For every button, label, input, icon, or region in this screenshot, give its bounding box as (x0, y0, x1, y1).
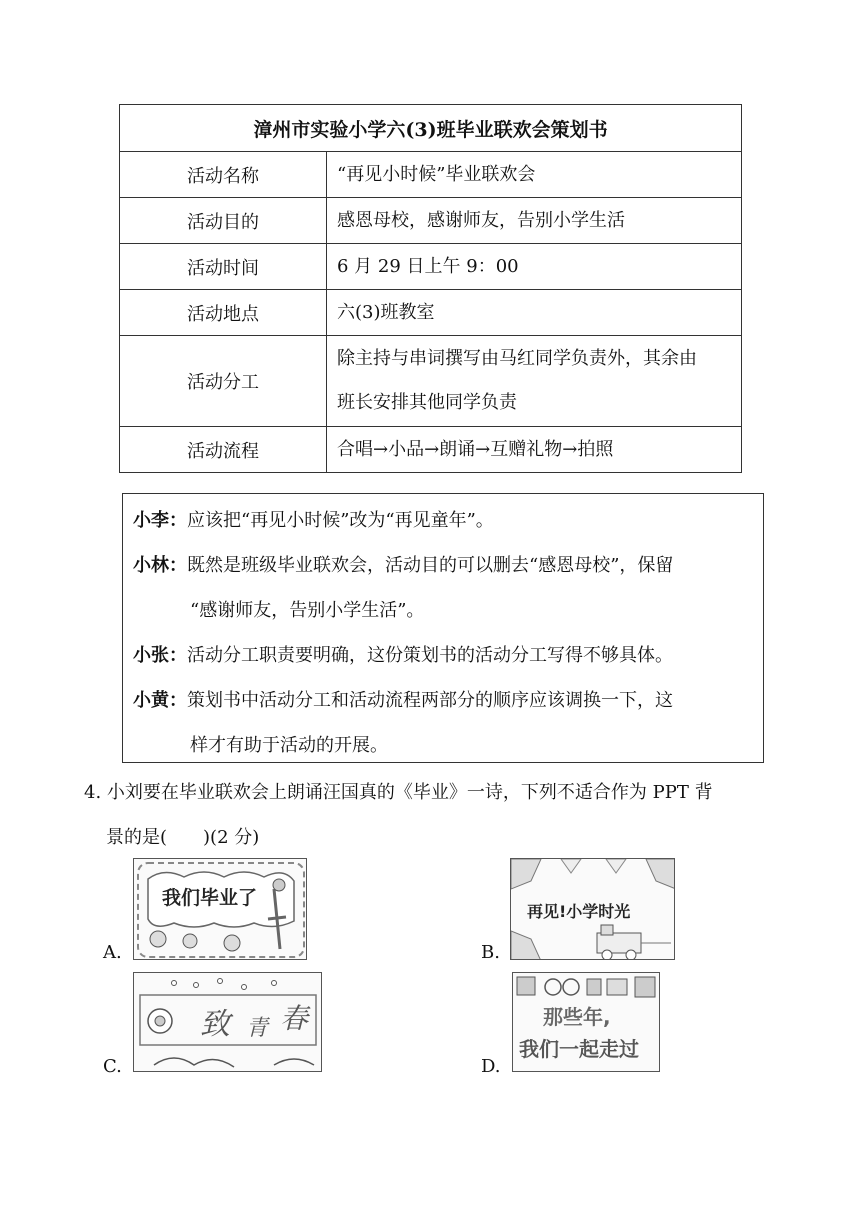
comment-author: 小黄： (133, 690, 187, 711)
row-label: 活动流程 (120, 427, 327, 473)
row-label: 活动地点 (120, 290, 327, 336)
option-b-image[interactable] (510, 858, 675, 960)
row-value: 感恩母校，感谢师友，告别小学生活 (327, 198, 742, 244)
comment (133, 633, 753, 678)
option-d-caption-line1: 那些年, (543, 1005, 611, 1029)
comment-author: 小林： (133, 555, 187, 576)
option-c-image[interactable] (133, 972, 322, 1072)
comment-text: “感谢师友，告别小学生活”。 (190, 600, 425, 621)
question-4 (84, 770, 784, 860)
comment-text: 应该把“再见小时候”改为“再见童年”。 (187, 510, 494, 531)
row-value (327, 336, 742, 427)
row-value: 六(3)班教室 (327, 290, 742, 336)
option-b-caption: 再见!小学时光 (527, 902, 631, 921)
row-label: 活动分工 (120, 336, 327, 427)
option-c-caption-1: 致 (200, 1007, 230, 1042)
comment-author: 小李： (133, 510, 187, 531)
table-row (120, 152, 742, 198)
row-value: “再见小时候”毕业联欢会 (327, 152, 742, 198)
question-text: 4. 小刘要在毕业联欢会上朗诵汪国真的《毕业》一诗，下列不适合作为 PPT 背 (84, 782, 713, 803)
table-row (120, 198, 742, 244)
row-value: 6 月 29 日上午 9：00 (327, 244, 742, 290)
row-label: 活动目的 (120, 198, 327, 244)
option-d-letter: D. (481, 1056, 501, 1077)
option-a-image[interactable] (133, 858, 307, 960)
row-label: 活动时间 (120, 244, 327, 290)
comment (133, 678, 753, 768)
comment-text: 样才有助于活动的开展。 (190, 735, 388, 756)
row-label: 活动名称 (120, 152, 327, 198)
row-value: 合唱→小品→朗诵→互赠礼物→拍照 (327, 427, 742, 473)
option-a-letter: A. (103, 942, 122, 963)
comment (133, 498, 753, 543)
plan-table (119, 104, 742, 473)
option-a-caption: 我们毕业了 (162, 887, 258, 909)
option-c-caption-3: 春 (280, 1002, 309, 1035)
option-d-caption-line2: 我们一起走过 (519, 1037, 639, 1061)
question-text: 景的是( )(2 分) (106, 827, 260, 848)
comment-text: 策划书中活动分工和活动流程两部分的顺序应该调换一下，这 (187, 690, 673, 711)
comment-author: 小张： (133, 645, 187, 666)
comment-text: 既然是班级毕业联欢会，活动目的可以删去“感恩母校”，保留 (187, 555, 674, 576)
option-b-letter: B. (481, 942, 500, 963)
row-value-line: 班长安排其他同学负责 (337, 392, 517, 413)
table-row (120, 244, 742, 290)
table-row (120, 290, 742, 336)
table-title: 漳州市实验小学六(3)班毕业联欢会策划书 (120, 105, 742, 152)
table-row (120, 427, 742, 473)
table-row (120, 336, 742, 427)
comments-box (122, 493, 764, 763)
option-c-caption-2: 青 (246, 1016, 269, 1041)
comment-text: 活动分工职责要明确，这份策划书的活动分工写得不够具体。 (187, 645, 673, 666)
option-d-image[interactable] (512, 972, 660, 1072)
table-title-row (120, 105, 742, 152)
row-value-line: 除主持与串词撰写由马红同学负责外，其余由 (337, 348, 697, 369)
option-c-letter: C. (103, 1056, 122, 1077)
comment (133, 543, 753, 633)
